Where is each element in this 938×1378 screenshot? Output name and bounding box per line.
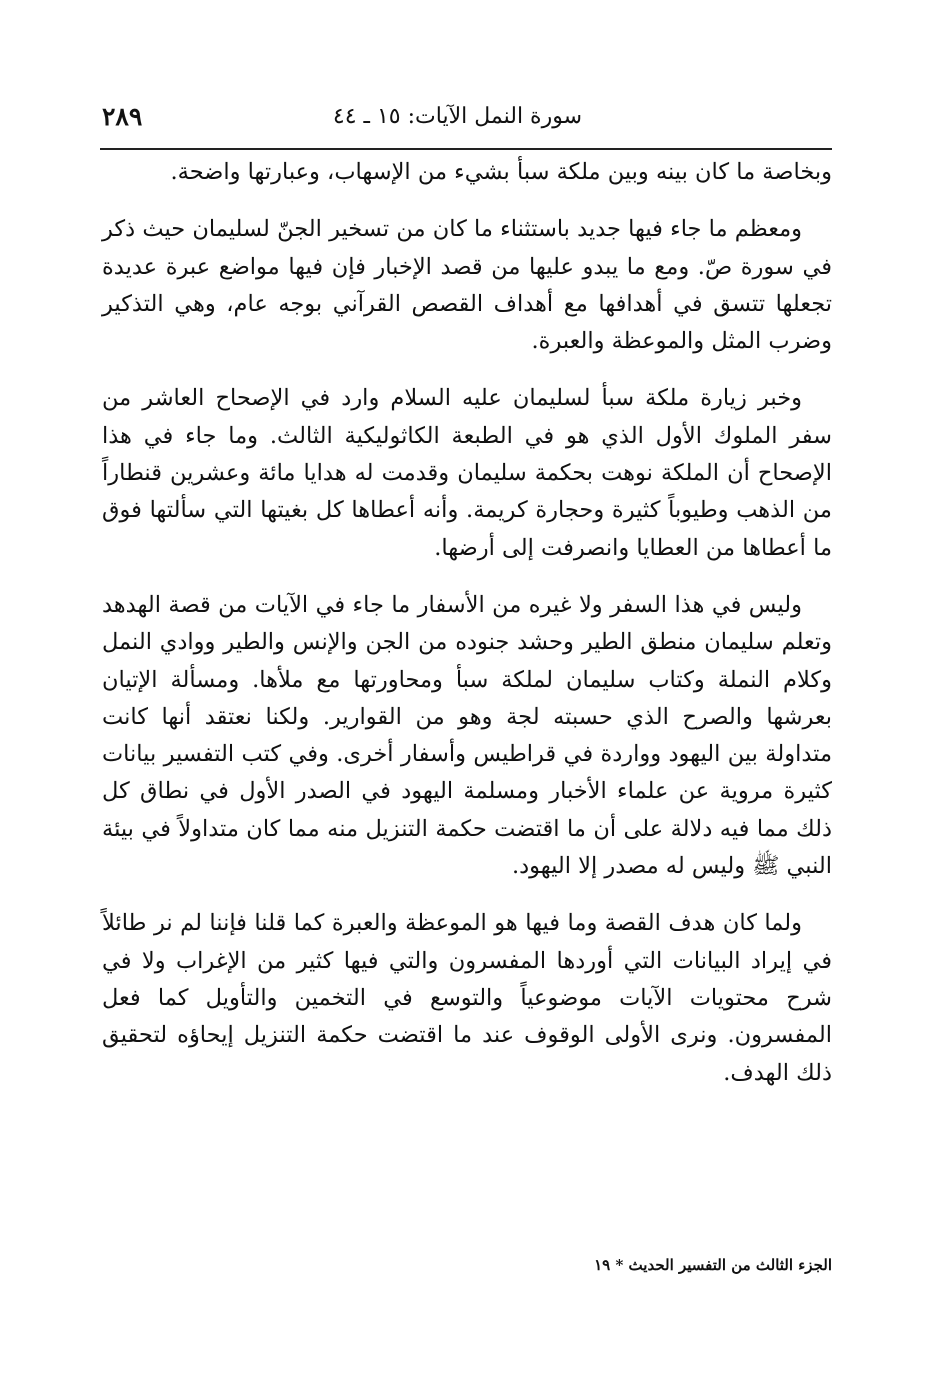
paragraph-sources: وليس في هذا السفر ولا غيره من الأسفار ما جاء في الآيات من قصة الهدهد وتعلم سليمان منطق الطير وحشد جنوده من الجن والإنس والطير ووادي النمل وكلام النملة وكتاب سليمان لملكة سبأ ومحاورتها مع ملأها. ومسألة الإتيان بعرشها والصرح الذي حسبته لجة وهو من القوارير. ولكنا نعتقد أنها كانت متداولة بين اليهود وواردة في قراطيس وأسفار أخرى. وفي كتب التفسير بيانات كثيرة مروية عن علماء الأخبار ومسلمة اليهود في الصدر الأول في نطاق كل ذلك مما فيه دلالة على أن ما اقتضت حكمة التنزيل منه مما كان متداولاً في بيئة النبي ﷺ وليس له مصدر إلا اليهود.: [102, 591, 832, 880]
paragraph-content-overview: ومعظم ما جاء فيها جديد باستثناء ما كان من تسخير الجنّ لسليمان حيث ذكر في سورة صّ. ومع ما يبدو عليها من قصد الإخبار فإن فيها مواضع عبرة عديدة تجعلها تتسق في أهدافها مع أهداف القصص القرآني بوجه عام، وهي التذكير وضرب المثل والموعظة والعبرة.: [102, 216, 832, 355]
page-number: ٢٨٩: [102, 102, 143, 131]
page-header: [100, 98, 832, 144]
running-title: سورة النمل الآيات: ١٥ ـ ٤٤: [332, 104, 582, 129]
paragraph-purpose: ولما كان هدف القصة وما فيها هو الموعظة والعبرة كما قلنا فإننا لم نر طائلاً في إيراد البيانات التي أوردها المفسرون والتي فيها كثير من الإغراب ولا في شرح محتويات الآيات موضوعياً والتوسع في التخمين والتأويل كما فعل المفسرون. ونرى الأولى الوقوف عند ما اقتضت حكمة التنزيل إيحاؤه لتحقيق ذلك الهدف.: [102, 910, 832, 1086]
paragraph-queen-of-sheba-visit: وخبر زيارة ملكة سبأ لسليمان عليه السلام وارد في الإصحاح العاشر من سفر الملوك الأول الذي هو في الطبعة الكاثوليكية الثالث. وما جاء في هذا الإصحاح أن الملكة نوهت بحكمة سليمان وقدمت له هدايا مائة وعشرين قنطاراً من الذهب وطيوباً كثيرة وحجارة كريمة. وأنه أعطاها كل بغيتها التي سألتها فوق ما أعطاها من العطايا وانصرفت إلى أرضها.: [102, 385, 832, 561]
header-divider: [100, 148, 832, 150]
paragraph-continuation: وبخاصة ما كان بينه وبين ملكة سبأ بشيء من الإسهاب، وعبارتها واضحة.: [170, 159, 832, 185]
body-text: [102, 154, 832, 1092]
footer-signature: الجزء الثالث من التفسير الحديث * ١٩: [594, 1256, 832, 1274]
